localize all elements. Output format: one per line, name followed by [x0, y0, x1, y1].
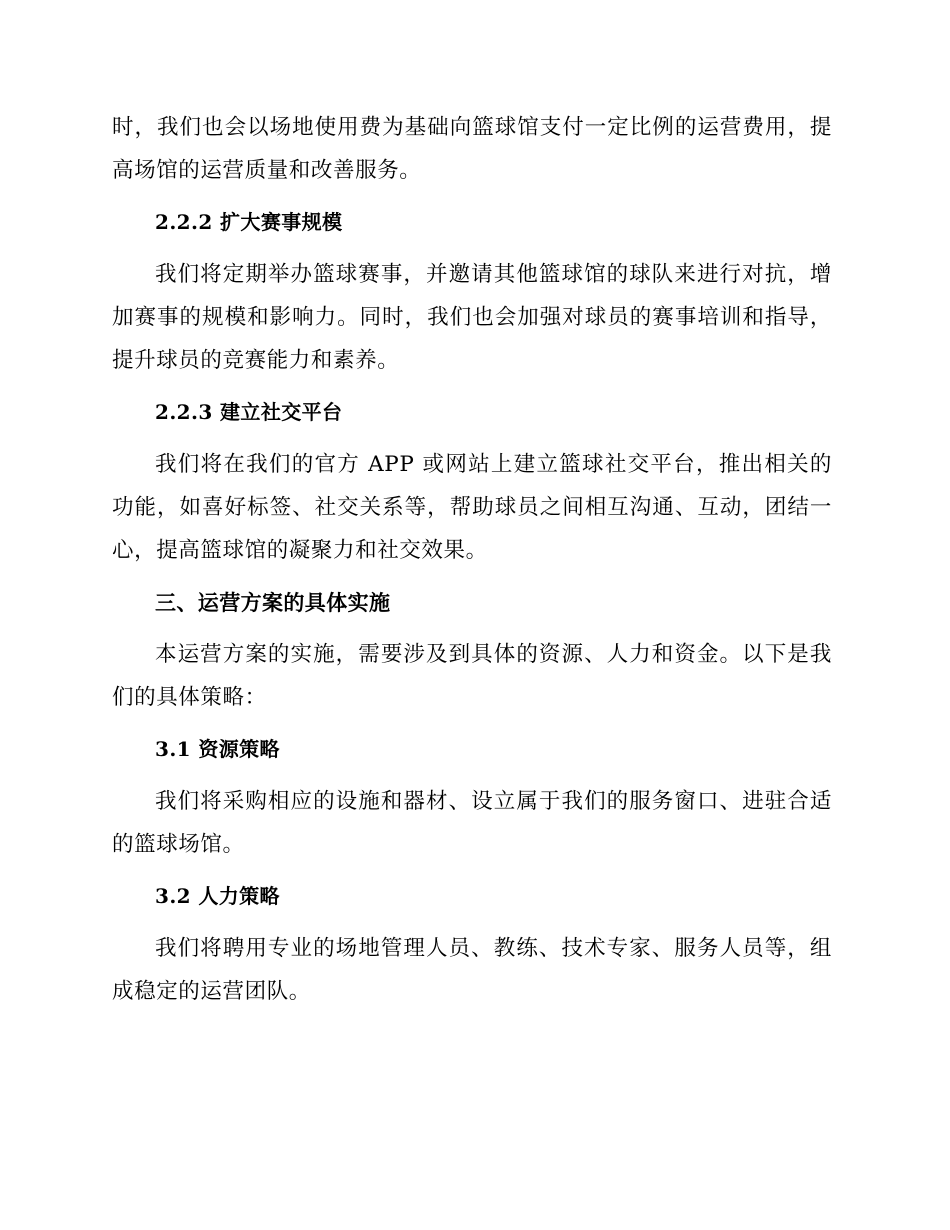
heading-2-2-2: 2.2.2 扩大赛事规模 [155, 210, 343, 234]
paragraph-implementation: 本运营方案的实施，需要涉及到具体的资源、人力和资金。以下是我们的具体策略： [112, 642, 832, 710]
paragraph-resources: 我们将采购相应的设施和器材、设立属于我们的服务窗口、进驻合适的篮球场馆。 [112, 789, 832, 857]
paragraph-events: 我们将定期举办篮球赛事，并邀请其他篮球馆的球队来进行对抗，增加赛事的规模和影响力。同时，我们也会加强对球员的赛事培训和指导，提升球员的竞赛能力和素养。 [112, 262, 832, 373]
heading-section-3: 三、运营方案的具体实施 [155, 590, 391, 615]
heading-3-1: 3.1 资源策略 [155, 737, 280, 761]
heading-3-2: 3.2 人力策略 [155, 884, 280, 908]
paragraph-staffing: 我们将聘用专业的场地管理人员、教练、技术专家、服务人员等，组成稳定的运营团队。 [112, 936, 832, 1004]
document-page [112, 106, 832, 1013]
heading-2-2-3: 2.2.3 建立社交平台 [155, 400, 343, 424]
paragraph-social-platform: 我们将在我们的官方 APP 或网站上建立篮球社交平台，推出相关的功能，如喜好标签、社交关系等，帮助球员之间相互沟通、互动，团结一心，提高篮球馆的凝聚力和社交效果。 [112, 452, 832, 563]
paragraph-venue-fee: 时，我们也会以场地使用费为基础向篮球馆支付一定比例的运营费用，提高场馆的运营质量和改善服务。 [112, 115, 832, 183]
